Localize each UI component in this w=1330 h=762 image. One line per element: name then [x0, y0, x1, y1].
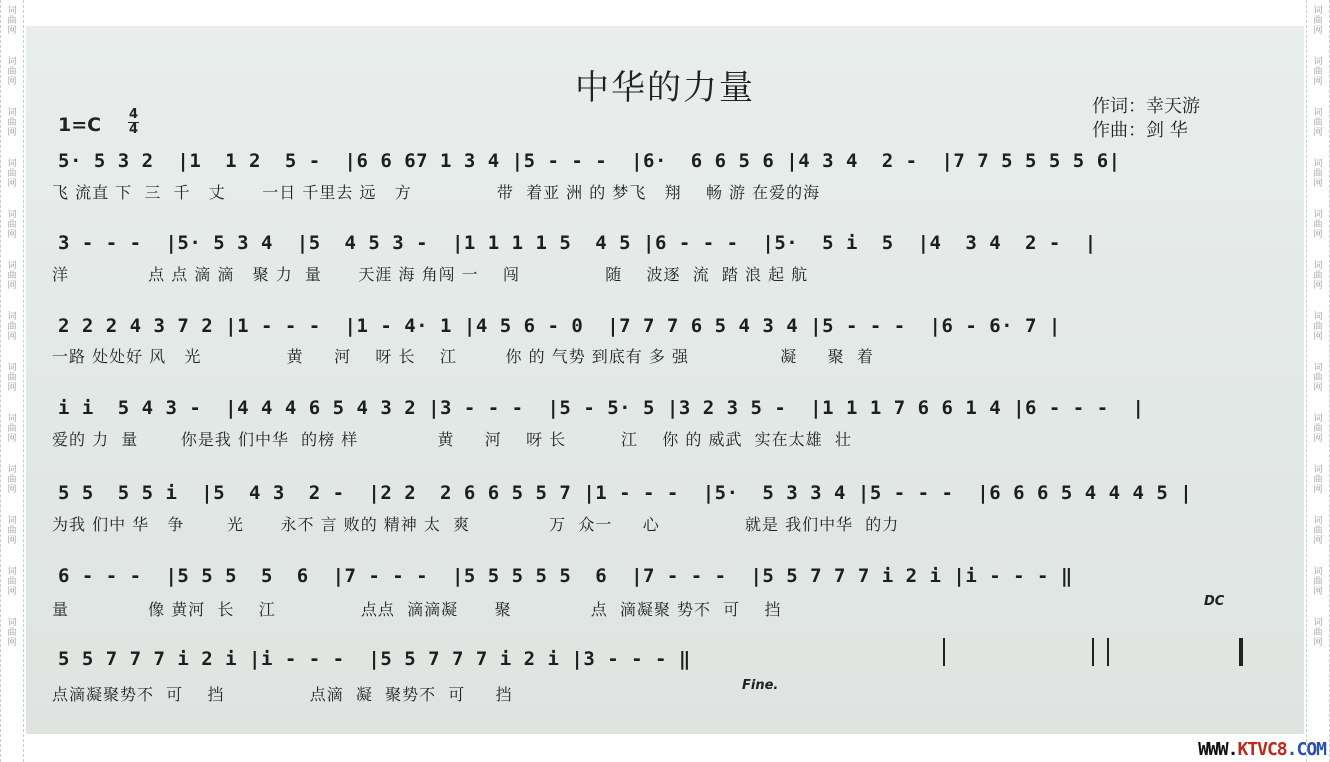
- watermark-text: [1, 210, 23, 240]
- watermark-text: [1307, 516, 1329, 546]
- notation-row-7: 5 5 7 7 7 i 2 i |i - - - |5 5 7 7 7 i 2 i |3 - - - ‖: [58, 648, 691, 670]
- watermark-char: 网: [1313, 77, 1323, 87]
- watermark-char: 词: [1313, 57, 1323, 67]
- watermark-char: 词: [7, 618, 17, 628]
- lyrics-row-1: 飞 流直 下 三 千 丈 一日 千里去 远 方 带 着亚 洲 的 梦飞 翔 畅 游 在爱的海: [52, 183, 821, 202]
- lyrics-row-4: 爱的 力 量 你是我 们中华 的榜 样 黄 河 呀 长 江 你 的 威武 实在太雄 壮: [52, 430, 852, 449]
- watermark-text: [1, 618, 23, 648]
- watermark-char: 词: [7, 57, 17, 67]
- watermark-char: 词: [1313, 465, 1323, 475]
- watermark-char: 网: [7, 536, 17, 546]
- logo-brand: KTVC8: [1237, 739, 1287, 760]
- watermark-char: 网: [1313, 383, 1323, 393]
- logo-suffix: .COM: [1286, 739, 1326, 760]
- key-signature: 1=C: [58, 114, 102, 136]
- watermark-char: 曲: [7, 16, 17, 26]
- empty-bar-line: [943, 638, 945, 666]
- watermark-char: 词: [7, 261, 17, 271]
- time-signature-top: 4: [128, 107, 139, 122]
- empty-bar-line: [1092, 638, 1094, 666]
- watermark-char: 词: [7, 465, 17, 475]
- watermark-char: 曲: [7, 526, 17, 536]
- watermark-char: 曲: [1313, 373, 1323, 383]
- watermark-char: 曲: [7, 118, 17, 128]
- watermark-char: 曲: [7, 628, 17, 638]
- watermark-text: [1, 261, 23, 291]
- watermark-char: 网: [1313, 128, 1323, 138]
- watermark-char: 网: [1313, 587, 1323, 597]
- watermark-char: 词: [1313, 6, 1323, 16]
- watermark-char: 词: [7, 363, 17, 373]
- watermark-char: 词: [1313, 312, 1323, 322]
- watermark-char: 网: [1313, 485, 1323, 495]
- lyrics-row-6: 量 像 黄河 长 江 点点 滴滴凝 聚 点 滴凝聚 势不 可 挡: [52, 600, 782, 619]
- watermark-char: 网: [7, 230, 17, 240]
- watermark-char: 曲: [1313, 475, 1323, 485]
- notation-row-2: 3 - - - |5· 5 3 4 |5 4 5 3 - |1 1 1 1 5 4 5 |6 - - - |5· 5 i 5 |4 3 4 2 - |: [58, 232, 1097, 254]
- watermark-char: 网: [1313, 281, 1323, 291]
- lyrics-row-3: 一路 处处好 风 光 黄 河 呀 长 江 你 的 气势 到底有 多 强 凝 聚 着: [52, 347, 874, 366]
- watermark-char: 词: [7, 6, 17, 16]
- watermark-text: [1307, 414, 1329, 444]
- watermark-text: [1307, 57, 1329, 87]
- watermark-char: 网: [1313, 536, 1323, 546]
- fine-mark: Fine.: [742, 678, 779, 693]
- watermark-char: 网: [1313, 26, 1323, 36]
- watermark-text: [1307, 465, 1329, 495]
- watermark-text: [1307, 261, 1329, 291]
- lyricist-credit: 作词：幸天游: [1092, 96, 1200, 117]
- notation-row-4: i i 5 4 3 - |4 4 4 6 5 4 3 2 |3 - - - |5 - 5· 5 |3 2 3 5 - |1 1 1 7 6 6 1 4 |6 - - - |: [58, 397, 1145, 419]
- watermark-text: [1, 363, 23, 393]
- watermark-char: 曲: [1313, 424, 1323, 434]
- watermark-char: 词: [1313, 159, 1323, 169]
- watermark-char: 词: [7, 210, 17, 220]
- watermark-char: 曲: [1313, 67, 1323, 77]
- watermark-char: 网: [1313, 638, 1323, 648]
- watermark-char: 网: [1313, 434, 1323, 444]
- lyrics-row-5: 为我 们中 华 争 光 永不 言 败的 精神 太 爽 万 众一 心 就是 我们中华 的力: [52, 515, 900, 534]
- composer-credit: 作曲：剑 华: [1092, 120, 1188, 141]
- watermark-char: 网: [1313, 230, 1323, 240]
- watermark-char: 曲: [7, 220, 17, 230]
- watermark-char: 曲: [7, 475, 17, 485]
- watermark-char: 词: [7, 108, 17, 118]
- watermark-char: 网: [7, 281, 17, 291]
- left-watermark-strip: [0, 0, 24, 762]
- watermark-text: [1, 312, 23, 342]
- watermark-char: 曲: [7, 271, 17, 281]
- watermark-char: 词: [1313, 261, 1323, 271]
- watermark-text: [1307, 210, 1329, 240]
- watermark-char: 词: [7, 567, 17, 577]
- logo-prefix: WWW.: [1198, 739, 1238, 760]
- watermark-char: 曲: [1313, 526, 1323, 536]
- watermark-char: 曲: [1313, 577, 1323, 587]
- site-logo: [1198, 739, 1326, 760]
- watermark-text: [1307, 108, 1329, 138]
- watermark-char: 网: [1313, 332, 1323, 342]
- watermark-char: 曲: [1313, 271, 1323, 281]
- watermark-char: 曲: [1313, 118, 1323, 128]
- notation-row-1: 5· 5 3 2 |1 1 2 5 - |6 6 67 1 3 4 |5 - - - |6· 6 6 5 6 |4 3 4 2 - |7 7 5 5 5 5 6|: [58, 150, 1121, 172]
- watermark-char: 词: [1313, 210, 1323, 220]
- watermark-text: [1, 465, 23, 495]
- watermark-char: 词: [7, 516, 17, 526]
- watermark-char: 网: [7, 26, 17, 36]
- watermark-char: 词: [7, 159, 17, 169]
- watermark-char: 曲: [7, 424, 17, 434]
- watermark-char: 曲: [7, 169, 17, 179]
- watermark-char: 曲: [1313, 220, 1323, 230]
- watermark-char: 曲: [1313, 628, 1323, 638]
- watermark-char: 网: [7, 179, 17, 189]
- dc-mark: DC: [1204, 594, 1225, 609]
- lyrics-row-7: 点滴凝聚势不 可 挡 点滴 凝 聚势不 可 挡: [52, 685, 513, 704]
- watermark-text: [1307, 363, 1329, 393]
- watermark-char: 曲: [7, 67, 17, 77]
- watermark-char: 曲: [1313, 16, 1323, 26]
- watermark-char: 词: [7, 312, 17, 322]
- watermark-char: 词: [1313, 516, 1323, 526]
- watermark-char: 网: [7, 128, 17, 138]
- watermark-text: [1, 159, 23, 189]
- watermark-text: [1, 414, 23, 444]
- time-signature-bottom: 4: [128, 122, 139, 137]
- watermark-char: 曲: [1313, 169, 1323, 179]
- watermark-text: [1, 516, 23, 546]
- watermark-char: 词: [1313, 363, 1323, 373]
- watermark-char: 网: [7, 383, 17, 393]
- watermark-char: 网: [7, 485, 17, 495]
- watermark-text: [1307, 159, 1329, 189]
- song-title: 中华的力量: [575, 68, 755, 108]
- watermark-char: 词: [1313, 618, 1323, 628]
- watermark-char: 词: [1313, 414, 1323, 424]
- watermark-text: [1, 108, 23, 138]
- watermark-char: 网: [7, 434, 17, 444]
- watermark-text: [1307, 567, 1329, 597]
- empty-double-bar-line: [1239, 638, 1243, 666]
- notation-row-3: 2 2 2 4 3 7 2 |1 - - - |1 - 4· 1 |4 5 6 - 0 |7 7 7 6 5 4 3 4 |5 - - - |6 - 6· 7 |: [58, 315, 1061, 337]
- watermark-char: 网: [7, 332, 17, 342]
- notation-row-6: 6 - - - |5 5 5 5 6 |7 - - - |5 5 5 5 5 6 |7 - - - |5 5 7 7 7 i 2 i |i - - - ‖: [58, 565, 1073, 587]
- watermark-char: 网: [7, 587, 17, 597]
- notation-row-5: 5 5 5 5 i |5 4 3 2 - |2 2 2 6 6 5 5 7 |1 - - - |5· 5 3 3 4 |5 - - - |6 6 6 5 4 4 4 5 |: [58, 482, 1193, 504]
- watermark-char: 曲: [7, 577, 17, 587]
- watermark-char: 曲: [1313, 322, 1323, 332]
- watermark-char: 网: [1313, 179, 1323, 189]
- watermark-text: [1307, 6, 1329, 36]
- watermark-char: 曲: [7, 373, 17, 383]
- watermark-char: 网: [7, 77, 17, 87]
- watermark-text: [1307, 618, 1329, 648]
- watermark-char: 词: [1313, 567, 1323, 577]
- lyrics-row-2: 洋 点 点 滴 滴 聚 力 量 天涯 海 角闯 一 闯 随 波逐 流 踏 浪 起 航: [52, 265, 809, 284]
- watermark-char: 词: [1313, 108, 1323, 118]
- sheet-music-photo: [26, 26, 1304, 734]
- time-signature: [128, 108, 139, 137]
- watermark-text: [1, 6, 23, 36]
- watermark-text: [1307, 312, 1329, 342]
- watermark-text: [1, 567, 23, 597]
- watermark-char: 网: [7, 638, 17, 648]
- right-watermark-strip: [1306, 0, 1330, 762]
- watermark-char: 词: [7, 414, 17, 424]
- watermark-char: 曲: [7, 322, 17, 332]
- empty-bar-line: [1107, 638, 1109, 666]
- watermark-text: [1, 57, 23, 87]
